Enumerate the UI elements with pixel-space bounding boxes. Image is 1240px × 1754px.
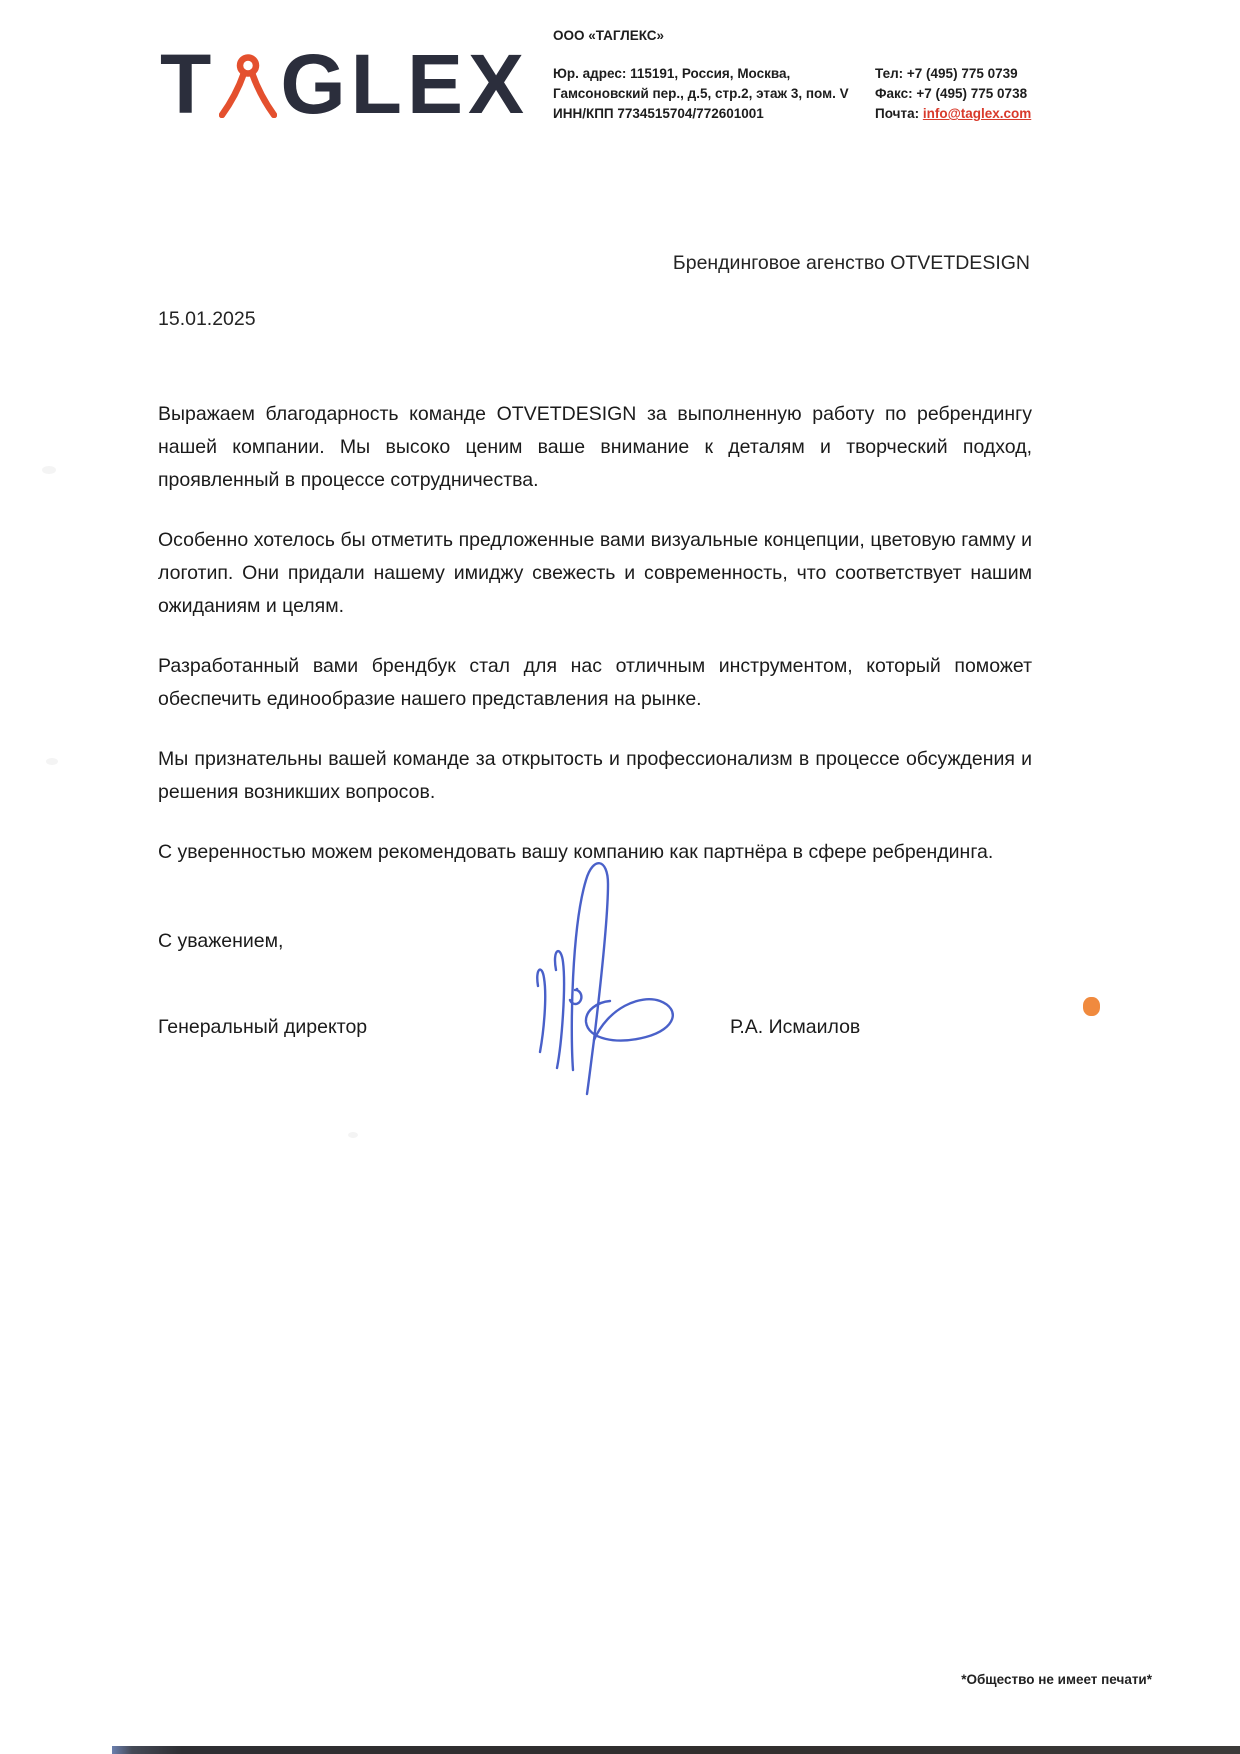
letter-paragraph: Мы признательны вашей команде за открытость и профессионализм в процессе обсуждения и решения возникших вопросов. bbox=[158, 748, 1032, 803]
email-label: Почта: bbox=[875, 106, 923, 121]
scan-color-strip bbox=[1086, 0, 1098, 1006]
scan-noise bbox=[46, 758, 58, 765]
letter-body bbox=[158, 398, 1032, 896]
logo-letter-t: T bbox=[160, 37, 217, 131]
letter-paragraph: Выражаем благодарность команде OTVETDESIGN за выполненную работу по ребрендингу нашей компании. Мы высоко ценим ваше внимание к деталям и творческий подход, проявленный в процессе сотрудничества. bbox=[158, 403, 1032, 491]
taglex-logo bbox=[160, 37, 530, 131]
no-seal-note: *Общество не имеет печати* bbox=[961, 1672, 1152, 1687]
company-address-block bbox=[553, 64, 863, 124]
scan-noise bbox=[348, 1132, 358, 1138]
signer-name: Р.А. Исмаилов bbox=[730, 1016, 861, 1038]
addressee: Брендинговое агенство OTVETDESIGN bbox=[672, 252, 1030, 274]
signature-ink bbox=[518, 858, 690, 1098]
signer-title: Генеральный директор bbox=[158, 1016, 368, 1038]
email-link[interactable]: info@taglex.com bbox=[922, 106, 1032, 121]
company-inn-kpp: ИНН/КПП 7734515704/772601001 bbox=[553, 106, 764, 121]
phone-line: Тел: +7 (495) 775 0739 bbox=[875, 66, 1018, 81]
company-address-line: Гамсоновский пер., д.5, стр.2, этаж 3, пом. V bbox=[553, 86, 849, 101]
closing-salutation: С уважением, bbox=[158, 930, 284, 952]
logo-letters-glex: GLEX bbox=[280, 37, 530, 131]
logo-a-antenna-icon bbox=[219, 54, 277, 118]
scan-orange-blob bbox=[1083, 997, 1100, 1016]
scan-bottom-edge bbox=[112, 1746, 1240, 1754]
company-name: ООО «ТАГЛЕКС» bbox=[553, 28, 665, 43]
letter-paragraph: Особенно хотелось бы отметить предложенные вами визуальные концепции, цветовую гамму и логотип. Они придали нашему имиджу свежесть и современность, что соответствует нашим ожиданиям и целям. bbox=[158, 529, 1032, 617]
letter-paragraph: Разработанный вами брендбук стал для нас отличным инструментом, который поможет обеспечить единообразие нашего представления на рынке. bbox=[158, 655, 1032, 710]
letter-date: 15.01.2025 bbox=[158, 308, 256, 330]
scan-noise bbox=[42, 466, 56, 474]
company-address-line: Юр. адрес: 115191, Россия, Москва, bbox=[553, 66, 791, 81]
letter-paragraph: С уверенностью можем рекомендовать вашу компанию как партнёра в сфере ребрендинга. bbox=[158, 841, 994, 863]
fax-line: Факс: +7 (495) 775 0738 bbox=[875, 86, 1028, 101]
